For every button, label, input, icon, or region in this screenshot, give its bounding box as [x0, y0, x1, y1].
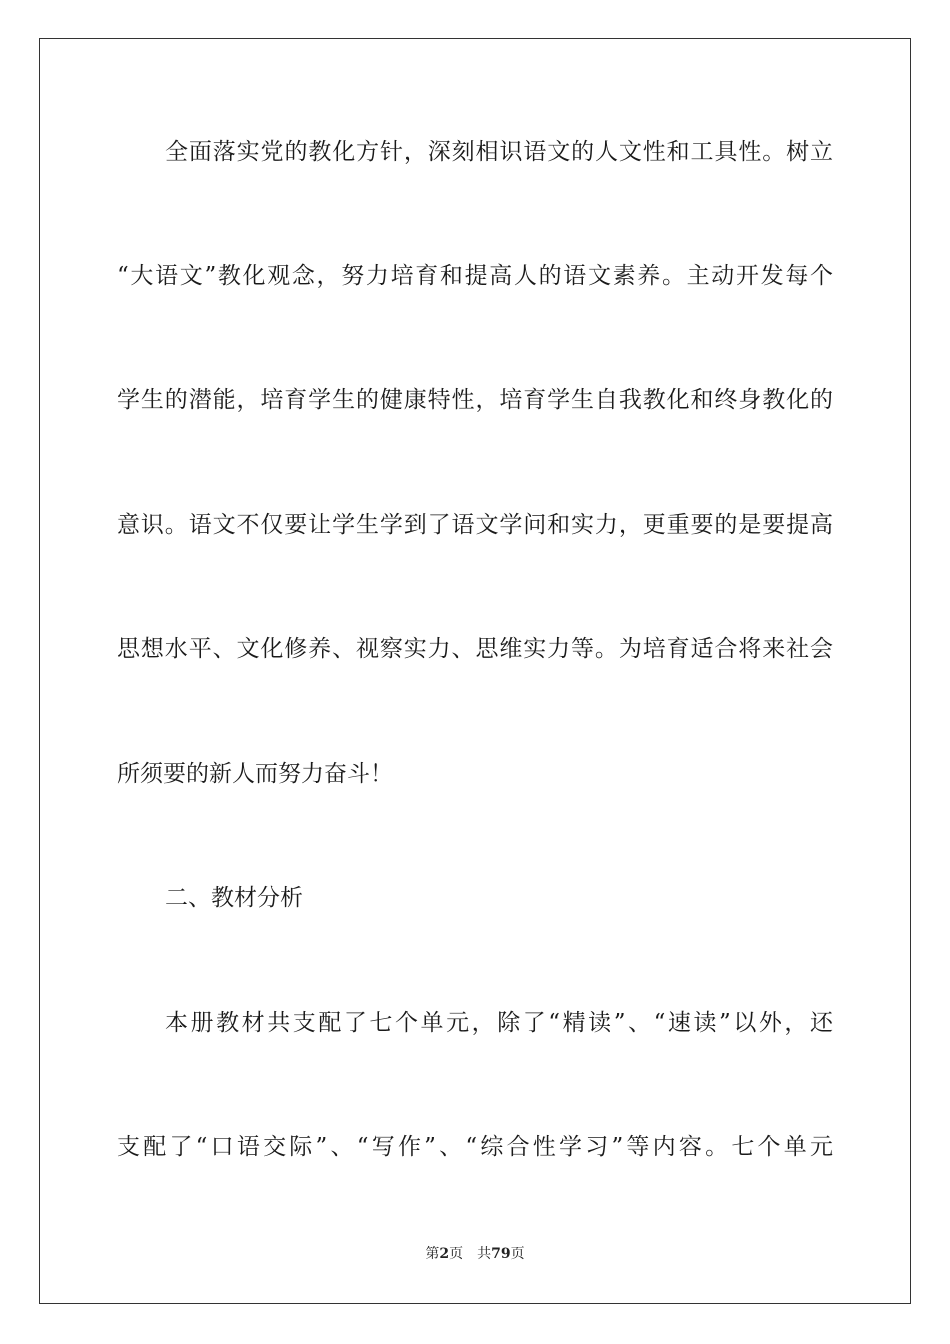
- total-pages: 79: [491, 1246, 511, 1262]
- page-border: [39, 38, 911, 1304]
- paragraph-line-2: “大语文”教化观念，努力培育和提高人的语文素养。主动开发每个: [117, 263, 833, 289]
- paragraph-line-7: 本册教材共支配了七个单元，除了“精读”、“速读”以外，还: [165, 1010, 833, 1036]
- paragraph-line-4: 意识。语文不仅要让学生学到了语文学问和实力，更重要的是要提高: [117, 512, 833, 538]
- paragraph-line-3: 学生的潜能，培育学生的健康特性，培育学生自我教化和终身教化的: [117, 387, 833, 413]
- page-number: 2: [439, 1246, 450, 1262]
- total-prefix: 共: [477, 1246, 492, 1262]
- page-footer: [0, 1244, 950, 1264]
- paragraph-line-1: 全面落实党的教化方针，深刻相识语文的人文性和工具性。树立: [165, 139, 833, 165]
- page-suffix: 页: [449, 1246, 464, 1262]
- section-heading: 二、教材分析: [165, 885, 303, 911]
- paragraph-line-8: 支配了“口语交际”、“写作”、“综合性学习”等内容。七个单元: [117, 1134, 833, 1160]
- paragraph-line-5: 思想水平、文化修养、视察实力、思维实力等。为培育适合将来社会: [117, 636, 833, 662]
- total-suffix: 页: [510, 1246, 525, 1262]
- paragraph-line-6: 所须要的新人而努力奋斗！: [117, 761, 393, 787]
- page-prefix: 第: [425, 1246, 440, 1262]
